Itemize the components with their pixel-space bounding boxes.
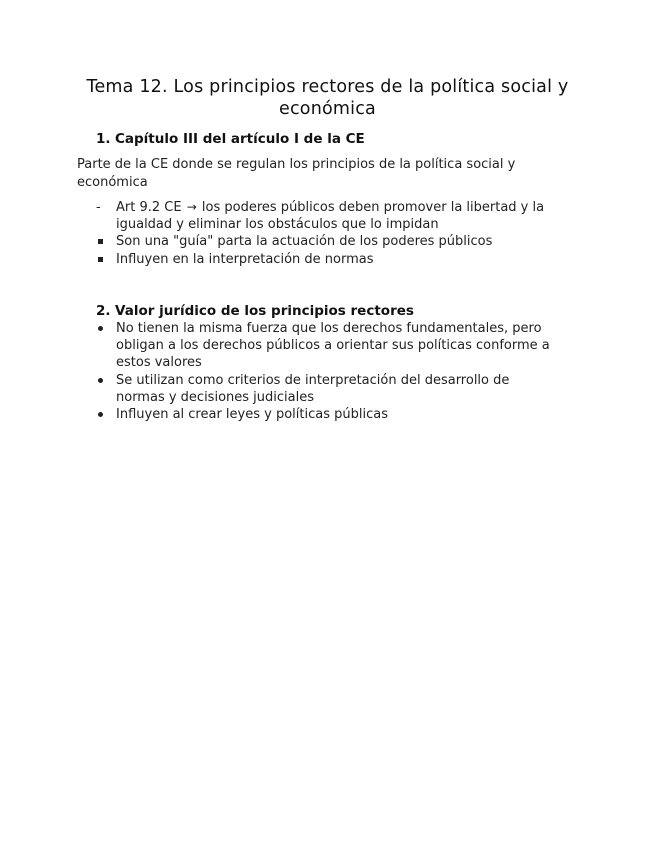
list-item-text-end: los poderes públicos deben promover la libertad y la igualdad y eliminar los obstáculos que lo impidan <box>116 200 545 233</box>
list-item-text: Influyen en la interpretación de normas <box>116 251 374 267</box>
round-bullet-icon <box>98 378 103 383</box>
round-bullet-icon <box>98 412 103 417</box>
dash-marker: - <box>96 200 101 215</box>
list-item <box>96 372 554 406</box>
square-bullet-icon <box>98 257 103 262</box>
section-1-list <box>96 199 551 268</box>
section-2-list <box>96 320 554 423</box>
list-item-text: Son una "guía" parta la actuación de los poderes públicos <box>116 234 493 250</box>
section-2-title: Valor jurídico de los principios rectores <box>115 303 414 319</box>
list-item <box>96 251 551 268</box>
arrow-right-icon: → <box>186 200 197 214</box>
document-title: Tema 12. Los principios rectores de la política social y económica <box>86 77 569 119</box>
list-item-text-start: Art 9.2 CE <box>116 200 182 215</box>
list-item <box>96 320 554 372</box>
list-item-text: No tienen la misma fuerza que los derechos fundamentales, pero obligan a los derechos públicos a orientar sus políticas conforme a estos valores <box>116 321 550 371</box>
section-1-paragraph: Parte de la CE donde se regulan los principios de la política social y económica <box>77 157 516 190</box>
square-bullet-icon <box>98 239 103 244</box>
section-1-title: Capítulo III del artículo I de la CE <box>115 131 365 147</box>
section-2-number: 2. <box>96 303 111 319</box>
list-item <box>96 233 551 250</box>
list-item-text: Se utilizan como criterios de interpretación del desarrollo de normas y decisiones judiciales <box>116 372 510 405</box>
list-item-text: Influyen al crear leyes y políticas públicas <box>116 407 388 423</box>
section-1-number: 1. <box>96 131 111 147</box>
round-bullet-icon <box>98 326 103 331</box>
list-item <box>96 406 554 423</box>
list-item <box>96 199 551 233</box>
